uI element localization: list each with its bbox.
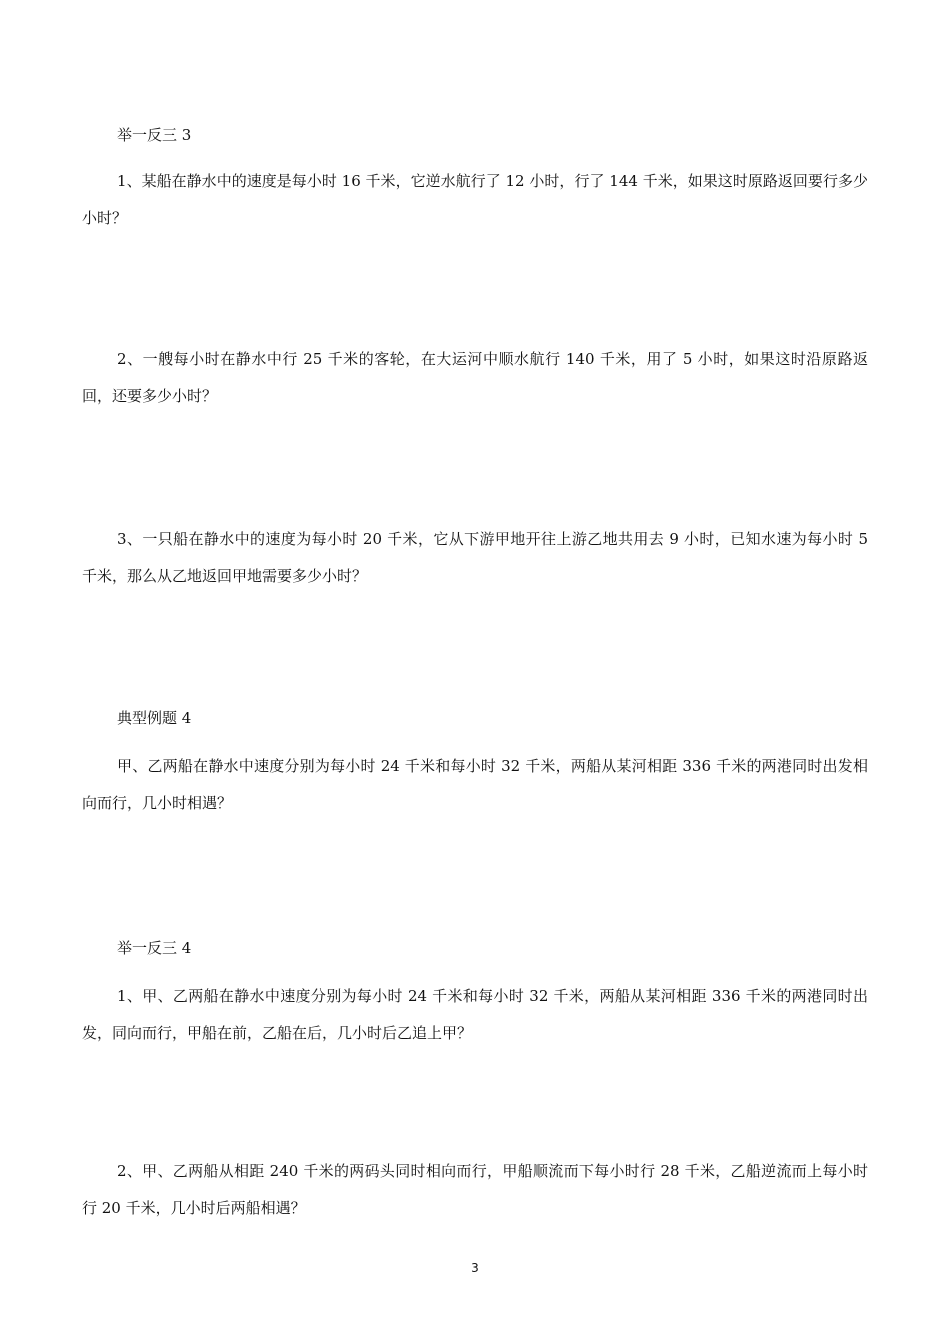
section-heading-practice-4: 举一反三 4 — [117, 939, 192, 957]
problem-practice-3-3: 3、一只船在静水中的速度为每小时 20 千米，它从下游甲地开往上游乙地共用去 9 小时，已知水速为每小时 5 千米，那么从乙地返回甲地需要多少小时？ — [82, 530, 868, 585]
section-heading-example-4: 典型例题 4 — [117, 709, 192, 727]
problem-practice-3-1: 1、某船在静水中的速度是每小时 16 千米，它逆水航行了 12 小时，行了 144 千米，如果这时原路返回要行多少小时？ — [82, 172, 868, 227]
problem-example-4: 甲、乙两船在静水中速度分别为每小时 24 千米和每小时 32 千米，两船从某河相距 336 千米的两港同时出发相向而行，几小时相遇？ — [82, 757, 868, 812]
page-number: 3 — [471, 1261, 479, 1275]
section-heading-practice-3: 举一反三 3 — [117, 126, 192, 144]
problem-practice-3-2: 2、一艘每小时在静水中行 25 千米的客轮，在大运河中顺水航行 140 千米，用了 5 小时，如果这时沿原路返回，还要多少小时？ — [82, 350, 868, 405]
problem-practice-4-2: 2、甲、乙两船从相距 240 千米的两码头同时相向而行，甲船顺流而下每小时行 28 千米，乙船逆流而上每小时行 20 千米，几小时后两船相遇？ — [82, 1162, 868, 1217]
problem-practice-4-1: 1、甲、乙两船在静水中速度分别为每小时 24 千米和每小时 32 千米，两船从某河相距 336 千米的两港同时出发，同向而行，甲船在前，乙船在后，几小时后乙追上甲？ — [82, 987, 868, 1042]
